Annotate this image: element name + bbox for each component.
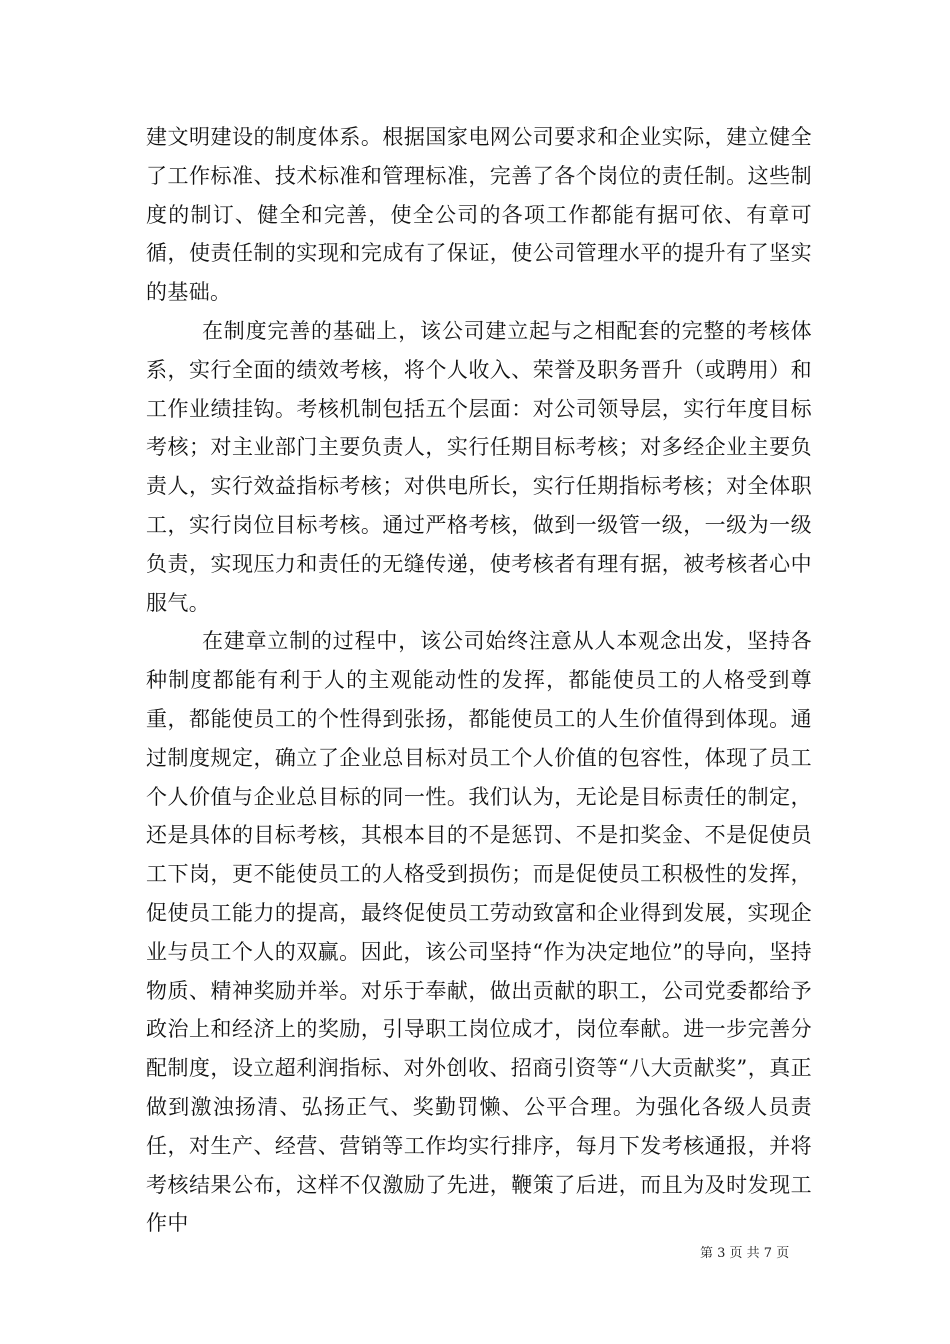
paragraph-people-oriented: 在建章立制的过程中，该公司始终注意从人本观念出发，坚持各种制度都能有利于人的主观能动性的发挥，都能使员工的人格受到尊重，都能使员工的个性得到张扬，都能使员工的人生价值得到体现。通过制度规定，确立了企业总目标对员工个人价值的包容性，体现了员工个人价值与企业总目标的同一性。我们认为，无论是目标责任的制定，还是具体的目标考核，其根本目的不是惩罚、不是扣奖金、不是促使员工下岗，更不能使员工的人格受到损伤；而是促使员工积极性的发挥，促使员工能力的提高，最终促使员工劳动致富和企业得到发展，实现企业与员工个人的双赢。因此，该公司坚持“作为决定地位”的导向，坚持物质、精神奖励并举。对乐于奉献，做出贡献的职工，公司党委都给予政治上和经济上的奖励，引导职工岗位成才，岗位奉献。进一步完善分配制度，设立超利润指标、对外创收、招商引资等“八大贡献奖”，真正做到激浊扬清、弘扬正气、奖勤罚懒、公平合理。为强化各级人员责任，对生产、经营、营销等工作均实行排序，每月下发考核通报，并将考核结果公布，这样不仅激励了先进，鞭策了后进，而且为及时发现工作中 (146, 629, 812, 1236)
page-number: 第 3 页 共 7 页 (700, 1246, 790, 1261)
paragraph-continuation: 建文明建设的制度体系。根据国家电网公司要求和企业实际，建立健全了工作标准、技术标准和管理标准，完善了各个岗位的责任制。这些制度的制订、健全和完善，使全公司的各项工作都能有据可依、有章可循，使责任制的实现和完成有了保证，使公司管理水平的提升有了坚实的基础。 (146, 125, 812, 305)
document-body (146, 118, 812, 1243)
paragraph-assessment-system: 在制度完善的基础上，该公司建立起与之相配套的完整的考核体系，实行全面的绩效考核，将个人收入、荣誉及职务晋升（或聘用）和工作业绩挂钩。考核机制包括五个层面：对公司领导层，实行年度目标考核；对主业部门主要负责人，实行任期目标考核；对多经企业主要负责人，实行效益指标考核；对供电所长，实行任期指标考核；对全体职工，实行岗位目标考核。通过严格考核，做到一级管一级，一级为一级负责，实现压力和责任的无缝传递，使考核者有理有据，被考核者心中服气。 (146, 318, 812, 615)
